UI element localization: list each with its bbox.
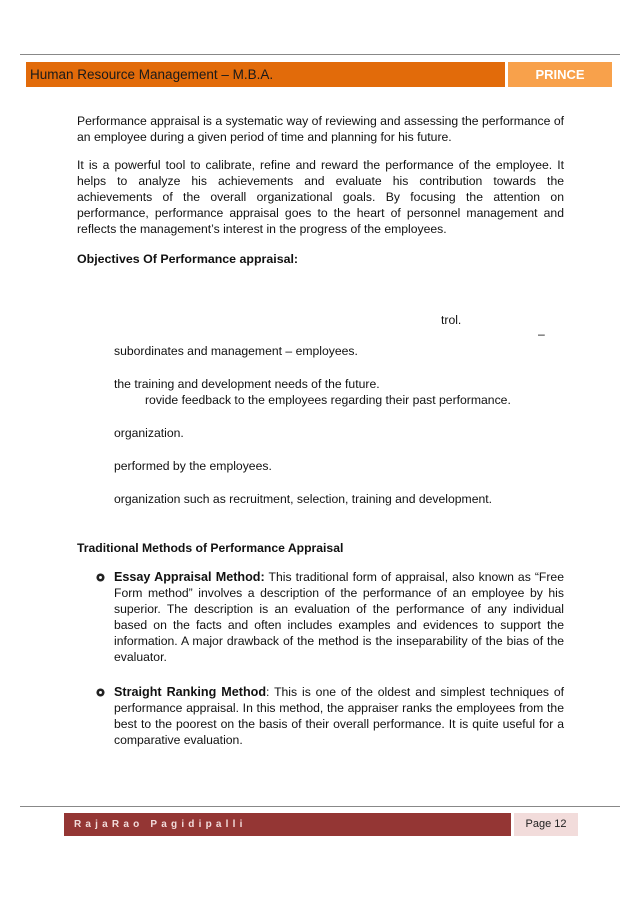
objectives-heading: Objectives Of Performance appraisal:	[77, 252, 299, 266]
ranking-method-text: : This is one of the oldest and simplest techniques of performance appraisal. In this method, the appraiser ranks the employees from the best to the poorest on the basis of their overall performance. It is quite useful for a comparative evaluation.	[114, 685, 564, 747]
objective-fragment: trol.	[441, 313, 462, 327]
essay-method-text: This traditional form of appraisal, also known as “Free Form method” involves a description of the performance of an employee by his superior. The description is an evaluation of the performance of any individual based on the facts and often includes examples and evidences to support the information. A major drawback of the method is the inseparability of the bias of the evaluator.	[114, 570, 564, 664]
flower-bullet-icon	[96, 573, 105, 582]
list-item	[96, 569, 564, 665]
header-title: Human Resource Management – M.B.A.	[26, 62, 505, 87]
footer-author: RajaRao Pagidipalli	[64, 813, 511, 836]
objective-fragment: organization.	[114, 426, 184, 440]
page-footer	[64, 813, 578, 836]
page-number: Page 12	[514, 813, 578, 836]
objective-fragment: –	[538, 327, 545, 341]
ranking-method-title: Straight Ranking Method	[114, 685, 267, 699]
objective-fragment: the training and development needs of the future.	[114, 377, 380, 391]
list-item	[96, 684, 564, 748]
objective-fragment: rovide feedback to the employees regarding their past performance.	[145, 393, 511, 407]
essay-method-title: Essay Appraisal Method:	[114, 570, 265, 584]
flower-bullet-icon	[96, 688, 105, 697]
header-rule	[20, 54, 620, 55]
intro-paragraph-2: It is a powerful tool to calibrate, refine and reward the performance of the employee. It helps to analyze his achievements and evaluate his contribution towards the achievements of the overall organizational goals. By focusing the attention on performance, performance appraisal goes to the heart of personnel management and reflects the management’s interest in the progress of the employees.	[77, 158, 564, 236]
objective-fragment: subordinates and management – employees.	[114, 344, 358, 358]
page-header	[26, 62, 612, 87]
objective-fragment: organization such as recruitment, selection, training and development.	[114, 492, 493, 506]
footer-rule	[20, 806, 620, 807]
intro-paragraph-1: Performance appraisal is a systematic way of reviewing and assessing the performance of an employee during a given period of time and planning for his future.	[77, 114, 564, 144]
header-author: PRINCE	[508, 62, 612, 87]
traditional-heading: Traditional Methods of Performance Appraisal	[77, 541, 344, 555]
main-content	[77, 113, 564, 267]
objective-fragment: performed by the employees.	[114, 459, 272, 473]
